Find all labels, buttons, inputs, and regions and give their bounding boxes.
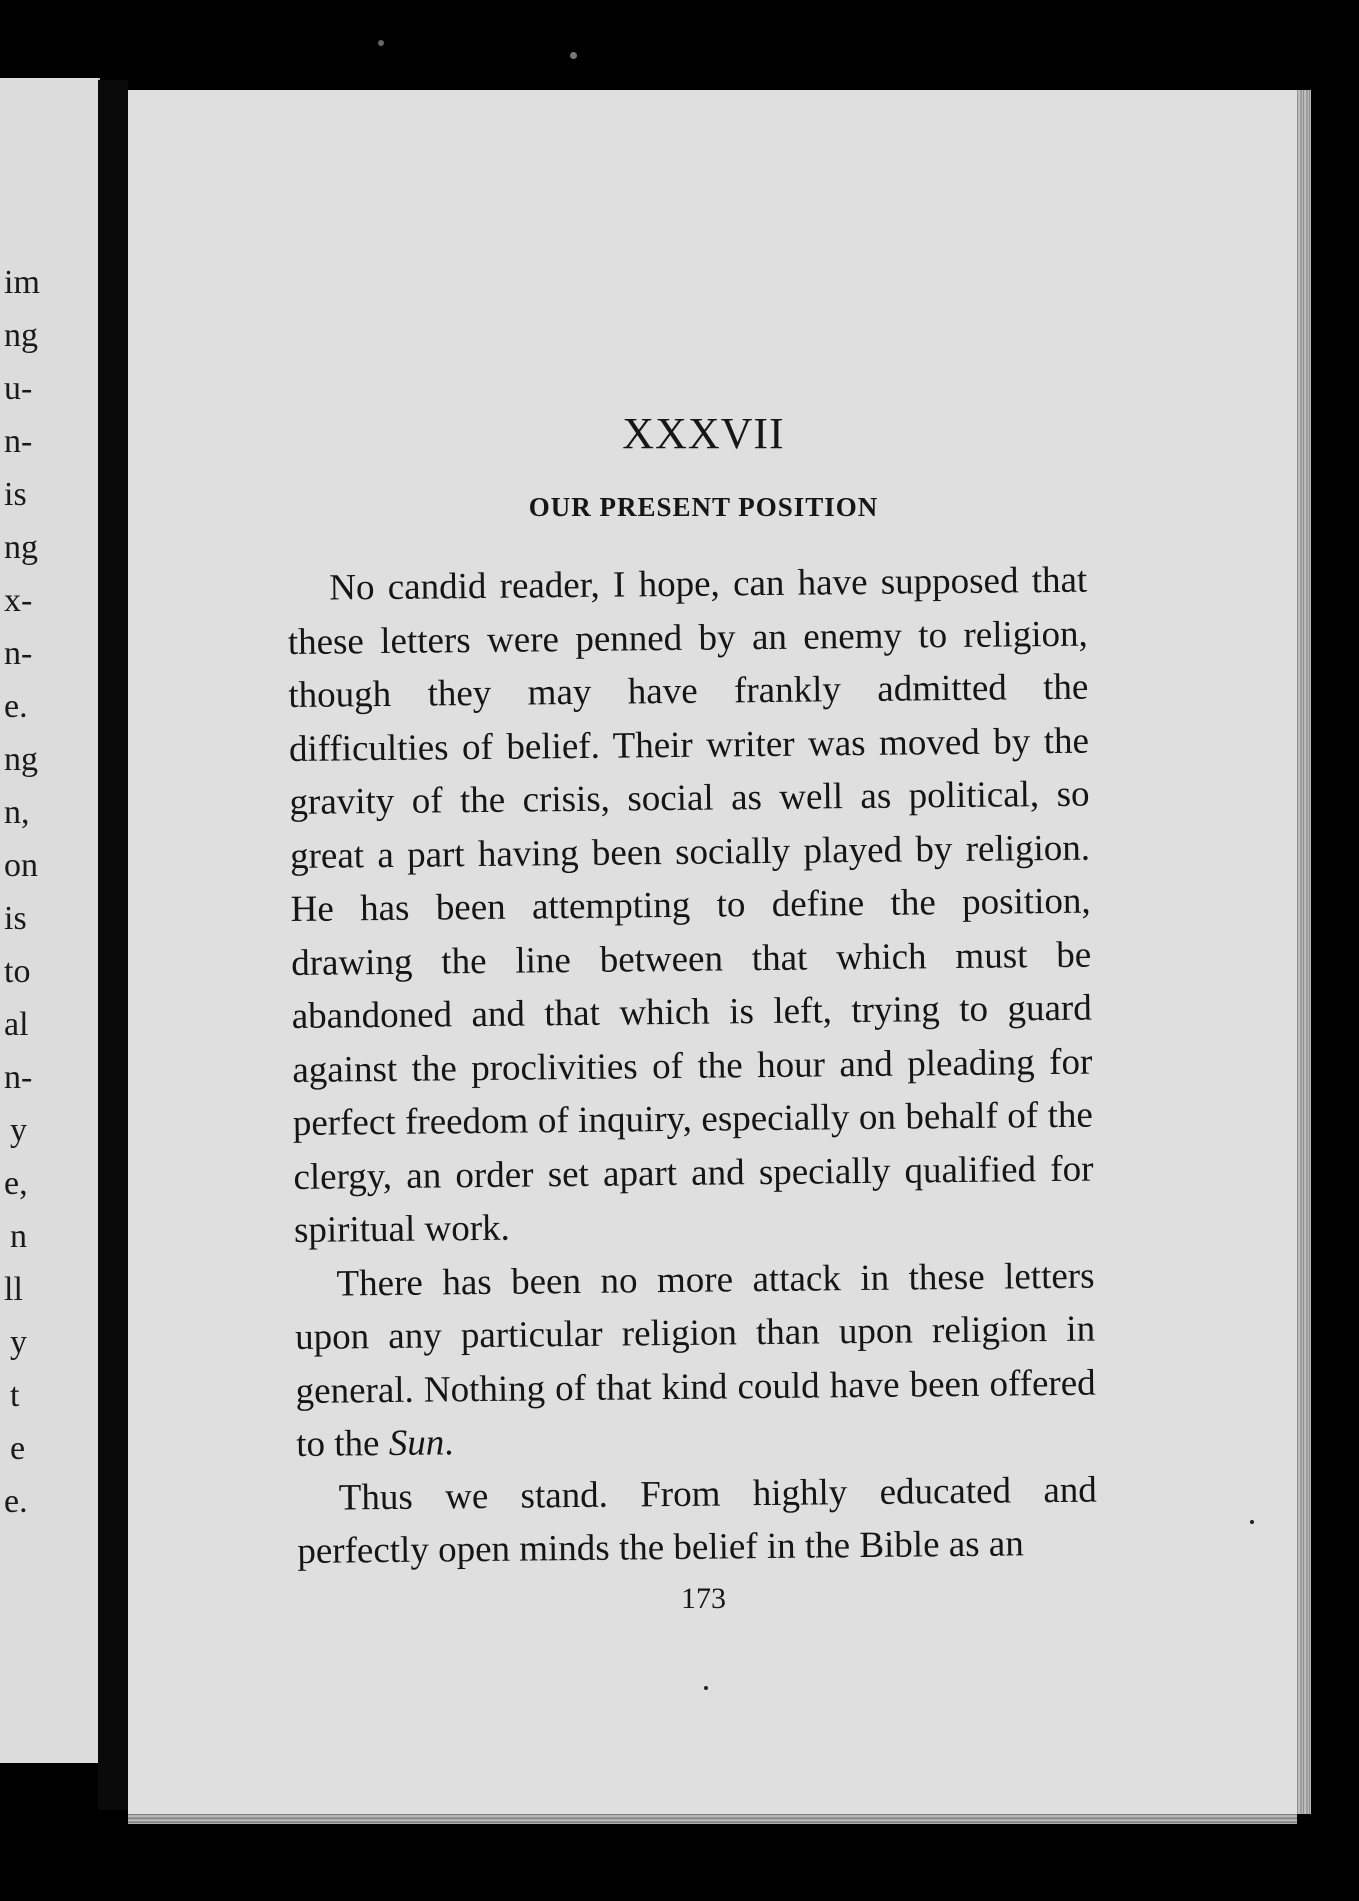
chapter-number: XXXVII [622,409,785,458]
facing-page-fragment: to [4,953,31,990]
facing-page-fragment: e. [4,1483,28,1520]
facing-page-fragment: is [4,900,27,937]
body-text [287,554,1098,1579]
binding-gutter [98,80,128,1810]
facing-page-fragment: n- [4,423,33,460]
scan-speck [378,40,384,46]
paragraph-3: Thus we stand. From highly educated and perfectly open minds the belief in the Bible as an [297,1469,1097,1572]
page-edge [1297,90,1311,1814]
book-page [128,90,1311,1814]
facing-page-fragment: ng [4,741,38,778]
facing-page-fragment: ng [4,317,38,354]
facing-page-fragment: e [10,1430,26,1467]
facing-page-fragment: n [10,1218,27,1255]
page-number: 173 [681,1582,726,1615]
paragraph-2-end: . [444,1422,454,1464]
facing-page-fragment: is [4,476,27,513]
facing-page-fragment: ll [4,1271,23,1308]
chapter-title: OUR PRESENT POSITION [528,492,879,522]
facing-page-fragment: y [10,1324,27,1361]
facing-page-fragment: n- [4,1059,33,1096]
facing-page-fragment: n- [4,635,33,672]
facing-page-fragment: y [10,1112,27,1149]
facing-page-fragment: n, [4,794,30,831]
facing-page-fragment: t [10,1377,20,1414]
facing-page-fragment: al [4,1006,29,1043]
scan-speck [704,1686,708,1690]
facing-page-fragment: e. [4,688,28,725]
paragraph-2-text: There has been no more attack in these letters upon any particular religion than upon religion in general. Nothing of that kind could have been offered to the [294,1255,1096,1465]
paragraph-2 [294,1249,1096,1471]
facing-page-fragment: u- [4,370,33,407]
paragraph-1: No candid reader, I hope, can have supposed that these letters were penned by an enemy to religion, though they may have frankly admitted the difficulties of belief. Their writer was moved by the gravity of the crisis, social as well as political, so great a part having been socially played by religion. He has been attempting to define the position, drawing the line between that which must be abandoned and that which is left, trying to guard against the proclivities of the hour and pleading for perfect freedom of inquiry, especially on behalf of the clergy, an order set apart and specially qualified for spiritual work. [287,559,1094,1251]
facing-page-fragment: ng [4,529,38,566]
facing-page-fragment: x- [4,582,33,619]
facing-page-fragment: im [4,264,40,301]
page-bottom-edge [128,1814,1297,1824]
scan-speck [1250,1520,1254,1524]
facing-page-fragment: on [4,847,38,884]
italic-word: Sun [388,1422,445,1464]
facing-page [0,78,100,1763]
facing-page-fragment: e, [4,1165,28,1202]
scan-speck [570,52,577,59]
